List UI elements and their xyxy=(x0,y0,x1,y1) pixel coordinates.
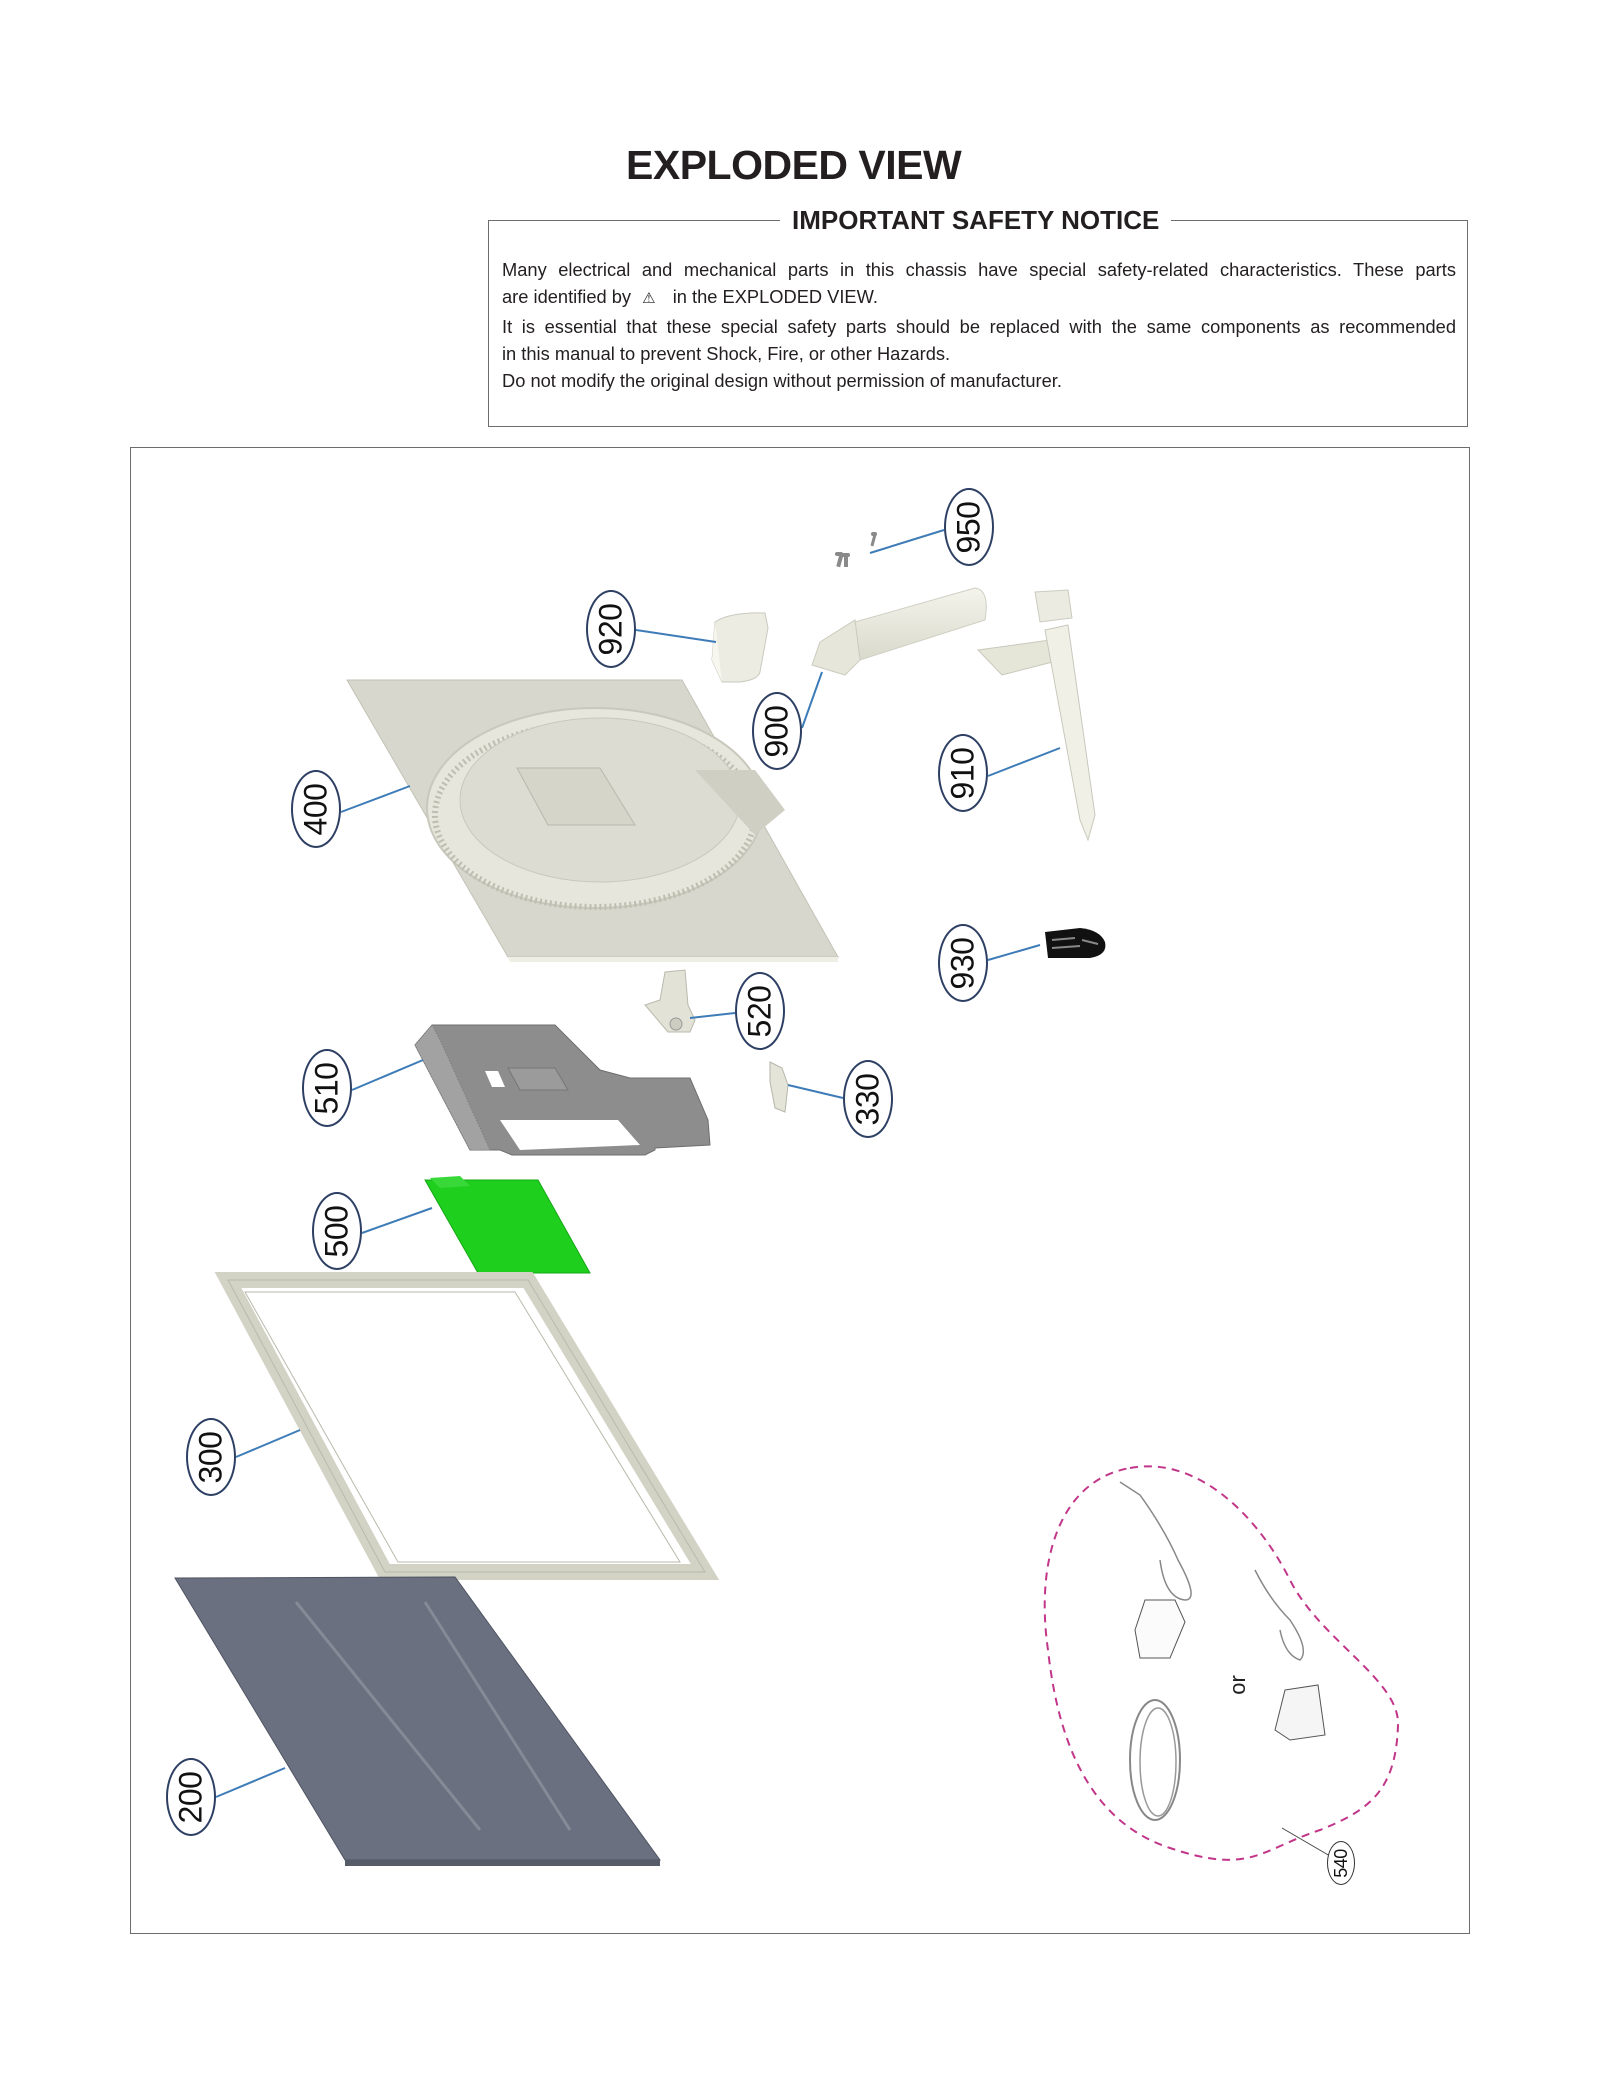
part-label-520 xyxy=(735,972,785,1050)
part-number: 400 xyxy=(297,783,334,835)
part-label-910 xyxy=(938,734,988,812)
part-label-900 xyxy=(752,692,802,770)
part-number: 540 xyxy=(1330,1848,1351,1878)
part-number: 520 xyxy=(741,985,778,1037)
part-label-330 xyxy=(843,1060,893,1138)
notice-text: are identified by xyxy=(502,286,632,308)
middle-frame-part xyxy=(228,1280,705,1572)
part-number: 300 xyxy=(192,1431,229,1483)
part-number: 900 xyxy=(758,705,795,757)
shield-plate-part xyxy=(415,1025,710,1155)
part-label-400 xyxy=(291,770,341,848)
screws-part xyxy=(835,532,877,567)
part-number: 930 xyxy=(944,937,981,989)
part-label-950 xyxy=(944,488,994,566)
warning-triangle-icon: ⚠ xyxy=(642,290,656,308)
part-label-300 xyxy=(186,1418,236,1496)
part-number: 950 xyxy=(950,501,987,553)
hinge-bracket-part xyxy=(645,970,695,1032)
part-number: 200 xyxy=(172,1771,209,1823)
alternative-separator: or xyxy=(1224,1675,1250,1695)
power-adapter-group xyxy=(1045,1466,1398,1859)
notice-line: It is essential that these special safety parts should be replaced with the same components as recommended xyxy=(502,315,1456,337)
notice-line: Do not modify the original design without permission of manufacturer. xyxy=(502,370,1062,392)
part-number: 330 xyxy=(849,1073,886,1125)
notice-text: in the EXPLODED VIEW. xyxy=(672,286,878,308)
hinge-cover-part xyxy=(712,613,768,682)
safety-notice-title: IMPORTANT SAFETY NOTICE xyxy=(780,205,1171,236)
button-bracket-part xyxy=(770,1062,788,1112)
part-number: 910 xyxy=(944,747,981,799)
main-board-part xyxy=(425,1176,590,1273)
cable-holder-part xyxy=(1045,928,1105,958)
part-label-920 xyxy=(586,590,636,668)
notice-line: Many electrical and mechanical parts in this chassis have special safety-related characteristics. These parts xyxy=(502,259,1456,280)
part-label-500 xyxy=(312,1192,362,1270)
lcd-panel-part xyxy=(172,1577,660,1866)
part-label-200 xyxy=(166,1758,216,1836)
part-number: 500 xyxy=(318,1205,355,1257)
part-number: 510 xyxy=(308,1062,345,1114)
stand-base-part xyxy=(978,590,1095,840)
notice-line: in this manual to prevent Shock, Fire, or other Hazards. xyxy=(502,342,951,364)
part-label-540 xyxy=(1327,1841,1355,1885)
part-number: 920 xyxy=(592,603,629,655)
page-title: EXPLODED VIEW xyxy=(626,142,962,188)
part-label-510 xyxy=(302,1049,352,1127)
part-label-930 xyxy=(938,924,988,1002)
stand-body-part xyxy=(812,588,986,675)
